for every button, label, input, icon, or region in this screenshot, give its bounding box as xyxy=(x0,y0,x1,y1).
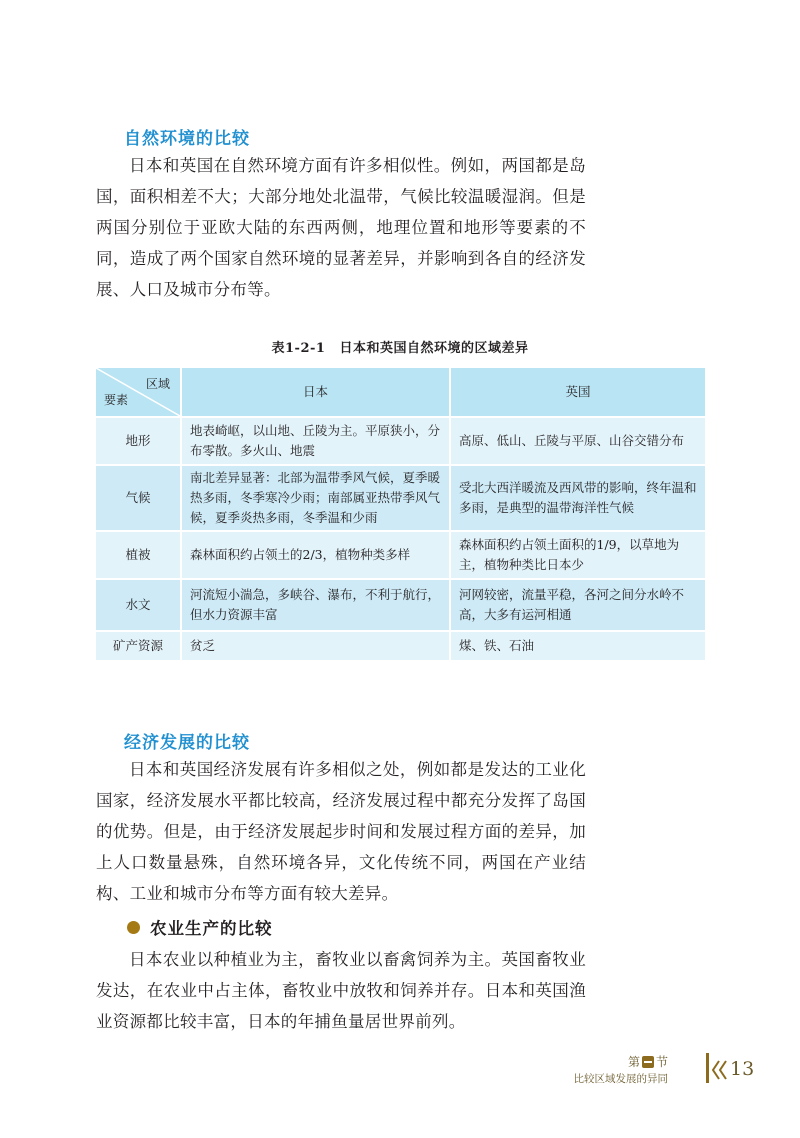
table-corner-cell xyxy=(96,368,181,417)
section-number-one-icon xyxy=(642,1056,654,1068)
cell-japan: 森林面积约占领土的2/3，植物种类多样 xyxy=(181,531,450,579)
paragraph-agriculture: 日本农业以种植业为主，畜牧业以畜禽饲养为主。英国畜牧业发达，在农业中占主体，畜牧业中放牧和饲养并存。日本和英国渔业资源都比较丰富，日本的年捕鱼量居世界前列。 xyxy=(96,950,586,1031)
column-header-japan: 日本 xyxy=(181,368,450,417)
table-row xyxy=(96,631,705,660)
footer-divider-bar xyxy=(706,1053,709,1083)
section-heading-economy: 经济发展的比较 xyxy=(124,733,250,753)
cell-japan: 南北差异显著：北部为温带季风气候，夏季暖热多雨，冬季寒冷少雨；南部属亚热带季风气候，夏季炎热多雨，冬季温和少雨 xyxy=(181,465,450,531)
cell-japan: 河流短小湍急，多峡谷、瀑布，不利于航行，但水力资源丰富 xyxy=(181,579,450,631)
subheading-agriculture xyxy=(127,915,273,939)
row-head-terrain: 地形 xyxy=(96,417,181,465)
table-row xyxy=(96,579,705,631)
row-head-hydrology: 水文 xyxy=(96,579,181,631)
column-header-uk: 英国 xyxy=(450,368,705,417)
cell-uk: 河网较密，流量平稳，各河之间分水岭不高，大多有运河相通 xyxy=(450,579,705,631)
table-row xyxy=(96,417,705,465)
table-row xyxy=(96,465,705,531)
environment-comparison-table xyxy=(96,368,705,660)
double-chevron-left-icon xyxy=(710,1059,730,1081)
row-head-climate: 气候 xyxy=(96,465,181,531)
row-head-vegetation: 植被 xyxy=(96,531,181,579)
page-footer xyxy=(560,1053,760,1089)
table-caption-number: 表1-2-1 xyxy=(271,341,326,356)
paragraph-natural-env: 日本和英国在自然环境方面有许多相似性。例如，两国都是岛国，面积相差不大；大部分地处北温带，气候比较温暖湿润。但是两国分别位于亚欧大陆的东西两侧，地理位置和地形等要素的不同，造成了两个国家自然环境的显著差异，并影响到各自的经济发展、人口及城市分布等。 xyxy=(96,156,586,299)
table-header-row xyxy=(96,368,705,417)
row-head-minerals: 矿产资源 xyxy=(96,631,181,660)
cell-uk: 煤、铁、石油 xyxy=(450,631,705,660)
footer-chapter-prefix: 第 xyxy=(627,1055,640,1069)
corner-label-element: 要素 xyxy=(104,393,129,407)
section-heading-natural-env: 自然环境的比较 xyxy=(124,129,250,149)
table-caption xyxy=(0,337,800,356)
cell-uk: 受北大西洋暖流及西风带的影响，终年温和多雨，是典型的温带海洋性气候 xyxy=(450,465,705,531)
table-row xyxy=(96,531,705,579)
footer-chapter-label xyxy=(628,1053,668,1070)
paragraph-economy: 日本和英国经济发展有许多相似之处，例如都是发达的工业化国家，经济发展水平都比较高，经济发展过程中都充分发挥了岛国的优势。但是，由于经济发展起步时间和发展过程方面的差异，加上人口数量悬殊，自然环境各异，文化传统不同，两国在产业结构、工业和城市分布等方面有较大差异。 xyxy=(96,760,586,903)
cell-japan: 贫乏 xyxy=(181,631,450,660)
cell-uk: 高原、低山、丘陵与平原、山谷交错分布 xyxy=(450,417,705,465)
bullet-icon xyxy=(127,921,140,934)
cell-japan: 地表崎岖，以山地、丘陵为主。平原狭小，分布零散。多火山、地震 xyxy=(181,417,450,465)
cell-uk: 森林面积约占领土面积的1/9，以草地为主，植物种类比日本少 xyxy=(450,531,705,579)
table-caption-title: 日本和英国自然环境的区域差异 xyxy=(339,341,529,356)
page-number: 13 xyxy=(730,1058,755,1080)
subheading-agriculture-label: 农业生产的比较 xyxy=(150,919,273,938)
footer-section-title: 比较区域发展的异同 xyxy=(573,1073,668,1085)
corner-label-region: 区域 xyxy=(145,377,170,391)
footer-chapter-suffix: 节 xyxy=(655,1055,668,1069)
